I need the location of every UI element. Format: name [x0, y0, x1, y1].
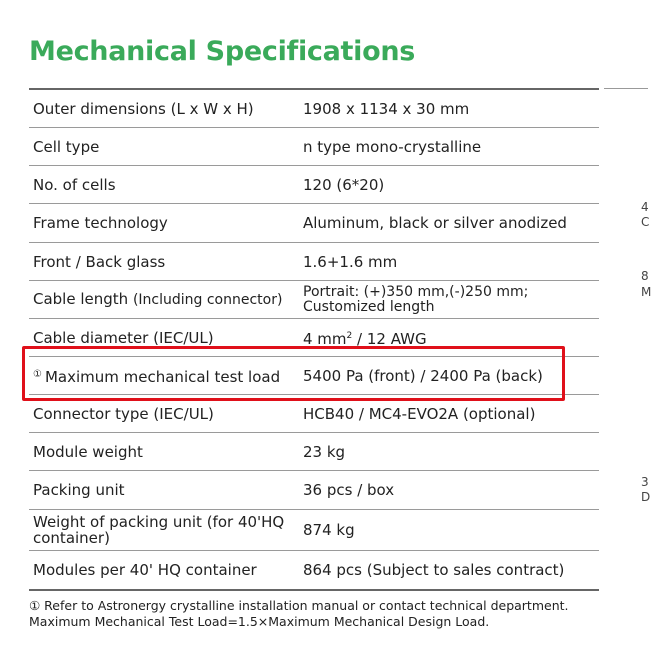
table-row: [29, 166, 599, 204]
spec-label: Cable diameter (IEC/UL): [33, 328, 214, 347]
spec-label: Connector type (IEC/UL): [33, 404, 214, 423]
edge-fragment: D: [641, 490, 651, 504]
table-bottom-rule: [29, 589, 599, 591]
table-row: [29, 128, 599, 166]
spec-value: 5400 Pa (front) / 2400 Pa (back): [303, 366, 543, 385]
spec-label-note: (Including connector): [132, 292, 283, 308]
spec-label: Frame technology: [33, 214, 168, 232]
table-row: [29, 90, 599, 128]
page-title: Mechanical Specifications: [29, 36, 416, 67]
spec-value: 1908 x 1134 x 30 mm: [303, 99, 470, 118]
spec-value: Aluminum, black or silver anodized: [303, 214, 567, 232]
spec-value: 23 kg: [303, 442, 346, 461]
adjacent-table-rule: [604, 88, 648, 89]
spec-label-text: Cable length: [33, 290, 129, 308]
spec-label-text: Maximum mechanical test load: [44, 367, 281, 386]
spec-value: 864 pcs (Subject to sales contract): [303, 561, 565, 579]
table-row: [29, 281, 599, 319]
superscript: 2: [346, 331, 353, 341]
footnote-line: ① Refer to Astronergy crystalline installation manual or contact technical department.: [29, 598, 569, 613]
spec-label: [29, 291, 303, 308]
table-row: [29, 243, 599, 281]
footnote: [29, 598, 569, 630]
table-row: [29, 551, 599, 589]
spec-label: [29, 367, 303, 385]
table-row: [29, 357, 599, 395]
spec-label: Packing unit: [33, 481, 125, 499]
spec-value-line: Portrait: (+)350 mm,(-)250 mm;: [303, 283, 529, 300]
table-row: [29, 204, 599, 243]
spec-value-text: 4 mm: [303, 330, 347, 348]
spec-value: n type mono-crystalline: [303, 137, 482, 156]
edge-fragment: C: [641, 215, 650, 229]
spec-value: 120 (6*20): [303, 175, 385, 194]
footnote-marker: ①: [33, 368, 42, 380]
spec-value: 1.6+1.6 mm: [303, 252, 398, 271]
edge-fragment: 3: [641, 475, 649, 489]
spec-label: Modules per 40' HQ container: [33, 561, 257, 579]
spec-label: Front / Back glass: [33, 252, 166, 271]
spec-value: [303, 328, 599, 347]
spec-label: Outer dimensions (L x W x H): [33, 99, 254, 118]
table-row: [29, 395, 599, 433]
spec-label: Cell type: [33, 137, 100, 156]
spec-value: 874 kg: [303, 521, 355, 539]
spec-value-text: / 12 AWG: [352, 330, 427, 348]
spec-value-line: Customized length: [303, 298, 435, 315]
spec-label: Weight of packing unit (for 40'HQ container): [33, 513, 285, 547]
table-row: [29, 319, 599, 357]
table-row: [29, 471, 599, 510]
footnote-line: Maximum Mechanical Test Load=1.5×Maximum Mechanical Design Load.: [29, 614, 490, 629]
spec-label: No. of cells: [33, 175, 116, 194]
spec-table: [29, 90, 599, 589]
table-row: [29, 510, 599, 551]
table-row: [29, 433, 599, 471]
spec-value: 36 pcs / box: [303, 481, 395, 499]
spec-value: [303, 285, 599, 315]
edge-fragment: 8: [641, 269, 649, 283]
spec-value: HCB40 / MC4-EVO2A (optional): [303, 404, 536, 423]
edge-fragment: 4: [641, 200, 649, 214]
spec-label: Module weight: [33, 442, 143, 461]
edge-fragment: M: [641, 285, 651, 299]
